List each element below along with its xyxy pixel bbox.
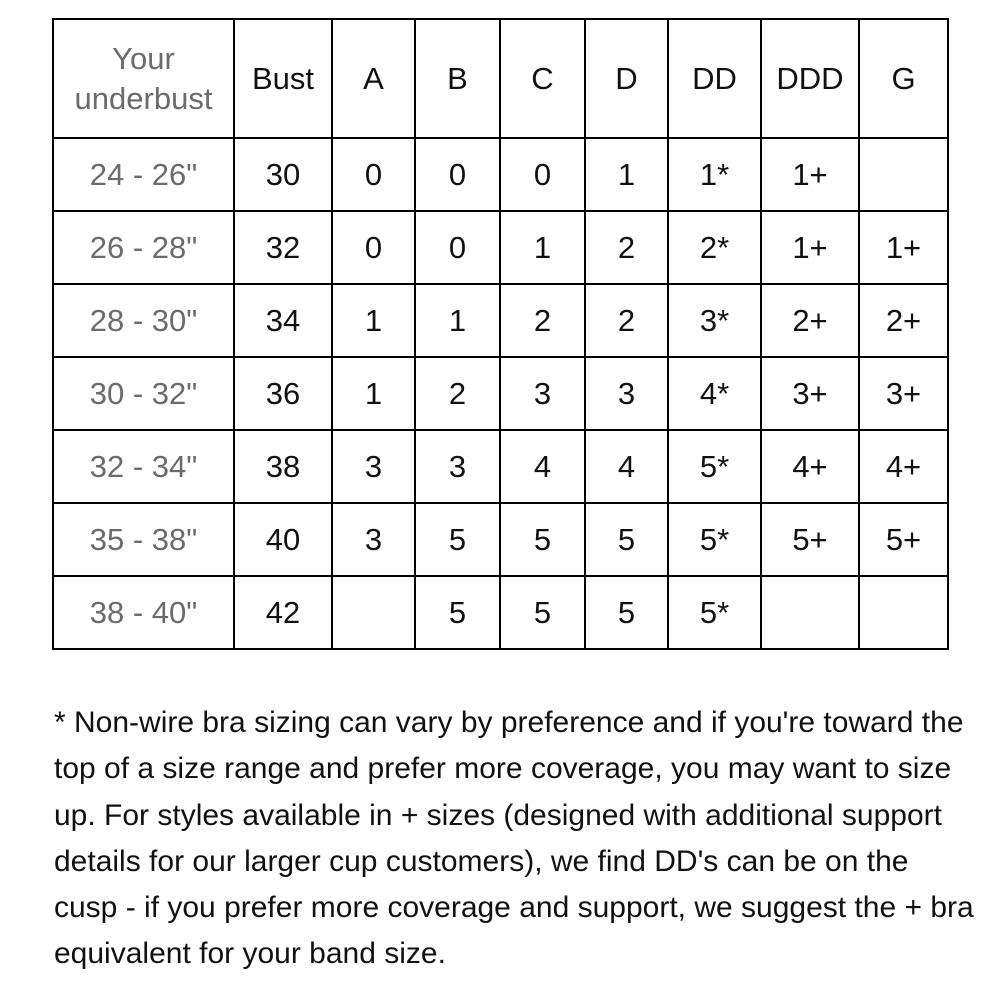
cell-c: 2 <box>500 284 585 357</box>
cell-ddd: 2+ <box>761 284 859 357</box>
cell-b: 3 <box>415 430 500 503</box>
cell-c: 0 <box>500 138 585 211</box>
cell-a: 1 <box>332 284 415 357</box>
cell-underbust: 30 - 32" <box>53 357 234 430</box>
header-row <box>53 19 948 138</box>
cell-g: 1+ <box>859 211 948 284</box>
cell-b: 1 <box>415 284 500 357</box>
cell-g: 2+ <box>859 284 948 357</box>
cell-bust: 40 <box>234 503 332 576</box>
cell-ddd: 5+ <box>761 503 859 576</box>
cell-dd: 3* <box>668 284 761 357</box>
header-cup-c: C <box>500 19 585 138</box>
header-cup-g: G <box>859 19 948 138</box>
size-chart-body <box>53 138 948 649</box>
cell-dd: 5* <box>668 503 761 576</box>
cell-d: 5 <box>585 503 668 576</box>
header-cup-ddd: DDD <box>761 19 859 138</box>
cell-underbust: 32 - 34" <box>53 430 234 503</box>
cell-dd: 5* <box>668 430 761 503</box>
cell-bust: 30 <box>234 138 332 211</box>
cell-c: 5 <box>500 503 585 576</box>
cell-b: 0 <box>415 211 500 284</box>
cell-ddd: 4+ <box>761 430 859 503</box>
cell-d: 3 <box>585 357 668 430</box>
cell-dd: 1* <box>668 138 761 211</box>
cell-d: 5 <box>585 576 668 649</box>
cell-b: 2 <box>415 357 500 430</box>
cell-a: 0 <box>332 138 415 211</box>
cell-b: 5 <box>415 503 500 576</box>
cell-underbust: 38 - 40" <box>53 576 234 649</box>
table-row <box>53 576 948 649</box>
cell-underbust: 35 - 38" <box>53 503 234 576</box>
cell-a <box>332 576 415 649</box>
cell-b: 0 <box>415 138 500 211</box>
cell-d: 4 <box>585 430 668 503</box>
header-cup-b: B <box>415 19 500 138</box>
cell-c: 5 <box>500 576 585 649</box>
table-row <box>53 503 948 576</box>
cell-g: 4+ <box>859 430 948 503</box>
cell-a: 3 <box>332 430 415 503</box>
cell-dd: 4* <box>668 357 761 430</box>
table-row <box>53 138 948 211</box>
cell-c: 1 <box>500 211 585 284</box>
cell-ddd: 3+ <box>761 357 859 430</box>
table-row <box>53 430 948 503</box>
size-chart-header <box>53 19 948 138</box>
size-chart-table <box>52 18 949 650</box>
cell-ddd: 1+ <box>761 211 859 284</box>
cell-dd: 5* <box>668 576 761 649</box>
footnote-text: * Non-wire bra sizing can vary by preference and if you're toward the top of a size range and prefer more coverage, you may want to size up. For styles available in + sizes (designed with additional support details for our larger cup customers), we find DD's can be on the cusp - if you prefer more coverage and support, we suggest the + bra equivalent for your band size. <box>54 706 974 971</box>
cell-bust: 42 <box>234 576 332 649</box>
cell-c: 4 <box>500 430 585 503</box>
cell-b: 5 <box>415 576 500 649</box>
cell-underbust: 26 - 28" <box>53 211 234 284</box>
table-row <box>53 284 948 357</box>
cell-d: 1 <box>585 138 668 211</box>
cell-ddd <box>761 576 859 649</box>
table-row <box>53 357 948 430</box>
cell-dd: 2* <box>668 211 761 284</box>
cell-a: 1 <box>332 357 415 430</box>
header-bust: Bust <box>234 19 332 138</box>
cell-d: 2 <box>585 211 668 284</box>
cell-underbust: 28 - 30" <box>53 284 234 357</box>
header-cup-a: A <box>332 19 415 138</box>
cell-bust: 34 <box>234 284 332 357</box>
cell-a: 3 <box>332 503 415 576</box>
header-underbust: Your underbust <box>53 19 234 138</box>
cell-c: 3 <box>500 357 585 430</box>
header-cup-dd: DD <box>668 19 761 138</box>
header-cup-d: D <box>585 19 668 138</box>
table-row <box>53 211 948 284</box>
cell-underbust: 24 - 26" <box>53 138 234 211</box>
cell-g <box>859 576 948 649</box>
cell-ddd: 1+ <box>761 138 859 211</box>
cell-g: 5+ <box>859 503 948 576</box>
cell-g <box>859 138 948 211</box>
cell-bust: 36 <box>234 357 332 430</box>
cell-a: 0 <box>332 211 415 284</box>
cell-g: 3+ <box>859 357 948 430</box>
cell-bust: 38 <box>234 430 332 503</box>
cell-bust: 32 <box>234 211 332 284</box>
cell-d: 2 <box>585 284 668 357</box>
